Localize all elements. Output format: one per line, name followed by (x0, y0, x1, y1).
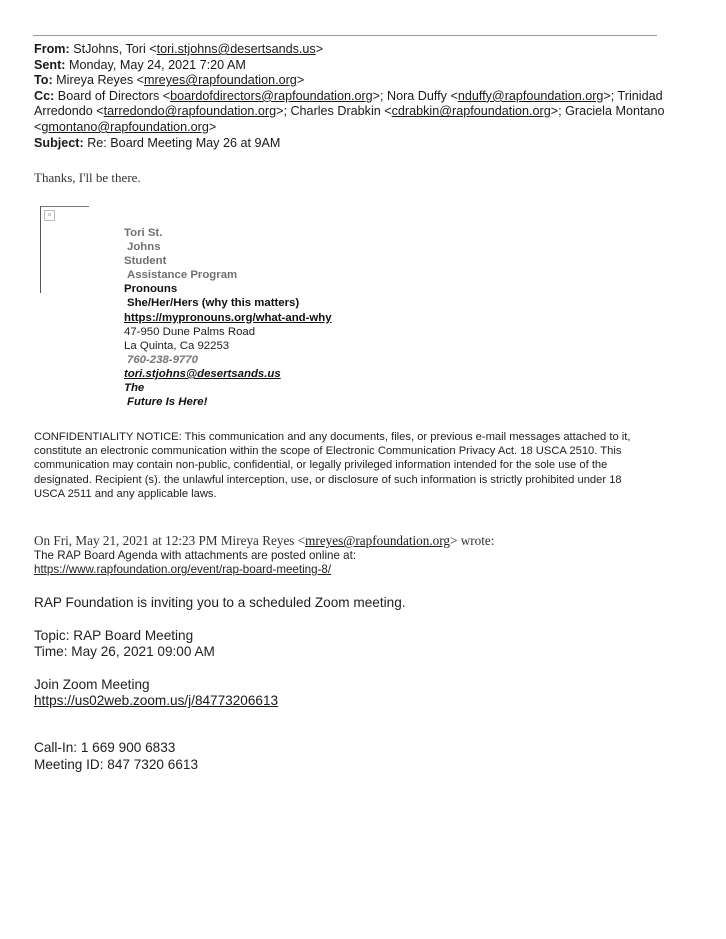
cc-close: > (208, 119, 217, 134)
subject-value: Re: Board Meeting May 26 at 9AM (87, 135, 281, 150)
sig-pronouns-link[interactable]: https://mypronouns.org/what-and-why (124, 311, 332, 324)
cc-3-name: >; Trinidad Arredondo < (34, 88, 663, 119)
quoted-message (34, 533, 674, 577)
sig-dept-line1: Student (124, 255, 167, 268)
subject-label: Subject: (34, 135, 84, 150)
from-row (34, 42, 674, 58)
sent-value: Monday, May 24, 2021 7:20 AM (68, 57, 246, 72)
quoted-intro-text: On Fri, May 21, 2021 at 12:23 PM Mireya Reyes < (34, 533, 306, 548)
agenda-link[interactable]: https://www.rapfoundation.org/event/rap-board-meeting-8/ (34, 563, 332, 577)
sig-tagline-line1: The (124, 382, 145, 395)
email-header (34, 42, 674, 151)
sig-name-line1: Tori St. (124, 227, 163, 239)
sig-address-line1: 47-950 Dune Palms Road (124, 325, 256, 338)
cc-4-name: >; Charles Drabkin < (276, 104, 392, 119)
join-label: Join Zoom Meeting (34, 676, 150, 692)
from-name: StJohns, Tori < (73, 42, 157, 56)
confidentiality-notice: CONFIDENTIALITY NOTICE: This communication and any documents, files, or previous e-mail messages attached to it, constitute an electronic communication within the scope of Electronic Communication Privacy Act. 18 USCA 2510. This communication may contain non-public, confidential, or legally privileged information intended for the sole use of the designated. Recipient (s). the unlawful interception, use, or disclosure of such information is strictly prohibited under 18 USCA 2511 and any applicable laws. (34, 431, 631, 500)
from-label: From: (34, 42, 70, 56)
to-label: To: (34, 73, 53, 88)
reply-text: Thanks, I'll be there. (34, 170, 141, 185)
header-divider (33, 35, 657, 36)
sig-phone: 760-238-9770 (127, 353, 198, 366)
signature-image-placeholder (40, 206, 89, 293)
zoom-invite (34, 595, 406, 773)
meeting-id-line: Meeting ID: 847 7320 6613 (34, 756, 199, 772)
cc-1-name: Board of Directors < (57, 88, 171, 103)
invite-text: RAP Foundation is inviting you to a scheduled Zoom meeting. (34, 595, 406, 610)
call-in-line: Call-In: 1 669 900 6833 (34, 739, 176, 755)
cc-5-email-link[interactable]: gmontano@rapfoundation.org (41, 119, 209, 134)
cc-label: Cc: (34, 88, 55, 103)
topic-line: Topic: RAP Board Meeting (34, 627, 194, 643)
quoted-intro (34, 533, 674, 549)
cc-2-email-link[interactable]: nduffy@rapfoundation.org (457, 88, 604, 103)
sig-pronouns-value: She/Her/Hers (why this matters) (127, 297, 300, 310)
to-name: Mireya Reyes < (56, 73, 144, 88)
quoted-intro-wrote: > wrote: (450, 533, 495, 548)
to-email-link[interactable]: mreyes@rapfoundation.org (144, 73, 297, 88)
sig-name-line2: Johns (127, 241, 161, 254)
subject-row (34, 136, 674, 152)
cc-5-name: >; Graciela Montano < (34, 104, 665, 134)
to-row (34, 73, 674, 89)
sig-email-link[interactable]: tori.stjohns@desertsands.us (124, 367, 281, 380)
broken-image-icon: × (44, 210, 55, 221)
cc-3-email-link[interactable]: tarredondo@rapfoundation.org (103, 104, 277, 119)
sig-dept-line2: Assistance Program (127, 269, 238, 282)
cc-2-name: >; Nora Duffy < (372, 88, 458, 103)
join-zoom-link[interactable]: https://us02web.zoom.us/j/84773206613 (34, 693, 279, 709)
sent-row (34, 58, 674, 74)
quoted-intro-email-link[interactable]: mreyes@rapfoundation.org (305, 533, 451, 548)
signature-block (124, 226, 332, 409)
to-close: > (296, 73, 305, 88)
sig-address-line2: La Quinta, Ca 92253 (124, 339, 230, 352)
sig-pronouns-label: Pronouns (124, 283, 178, 296)
from-close: > (315, 42, 324, 56)
sig-tagline-line2: Future Is Here! (127, 396, 208, 409)
cc-4-email-link[interactable]: cdrabkin@rapfoundation.org (391, 104, 551, 119)
from-email-link[interactable]: tori.stjohns@desertsands.us (156, 42, 316, 56)
time-line: Time: May 26, 2021 09:00 AM (34, 644, 215, 660)
agenda-line: The RAP Board Agenda with attachments are posted online at: (34, 549, 357, 562)
cc-1-email-link[interactable]: boardofdirectors@rapfoundation.org (170, 88, 373, 103)
sent-label: Sent: (34, 57, 66, 72)
cc-row (34, 89, 674, 136)
